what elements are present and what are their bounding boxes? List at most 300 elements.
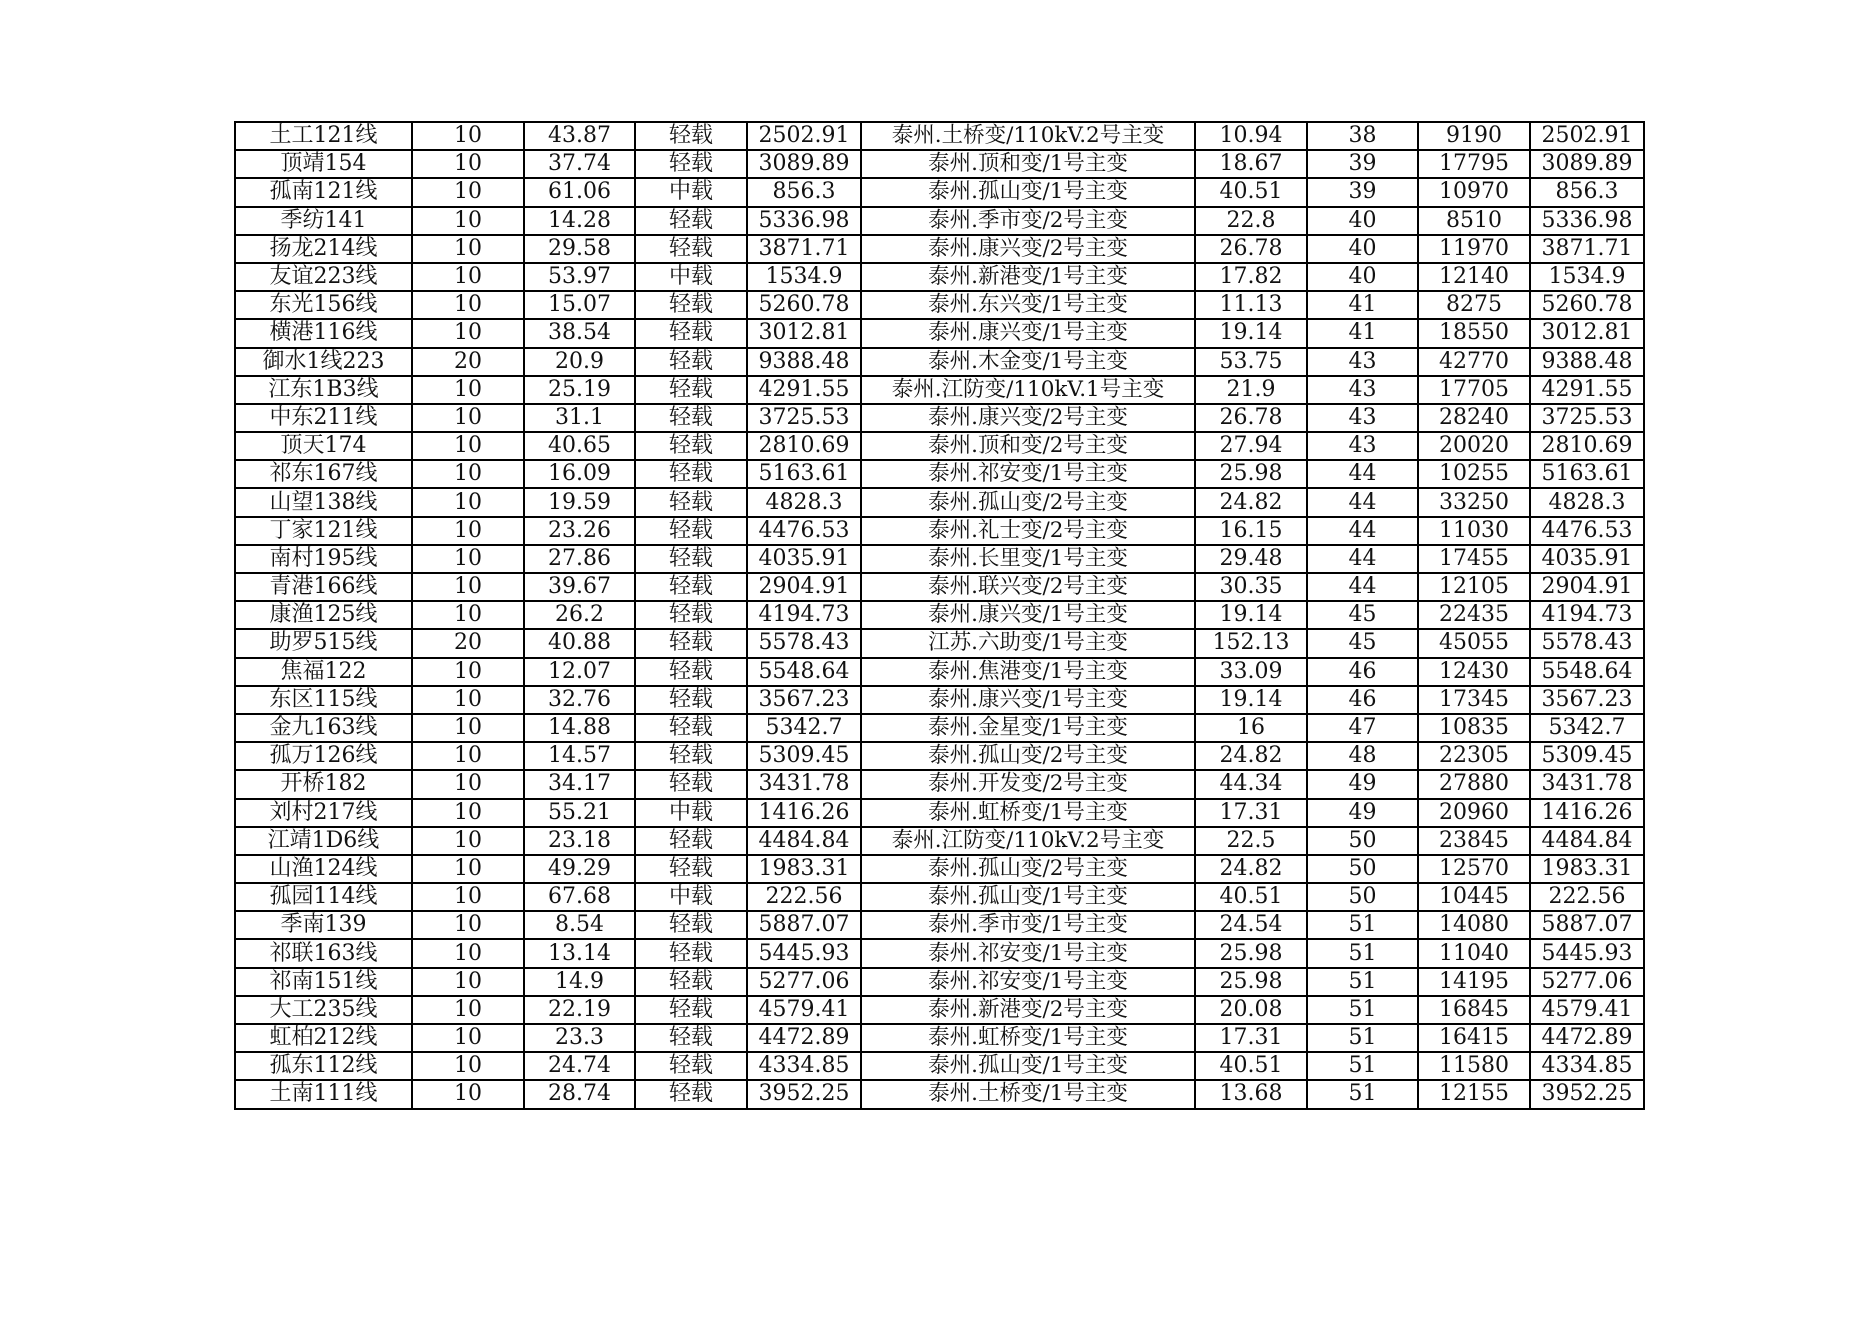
- cell-voltage: 10: [412, 658, 524, 686]
- cell-transformer-load: 152.13: [1195, 629, 1307, 657]
- cell-cell-index: 39: [1307, 178, 1418, 206]
- cell-remaining-capacity: 5277.06: [1530, 968, 1644, 996]
- cell-available-capacity: 4828.3: [747, 488, 861, 516]
- cell-load-status: 轻载: [635, 601, 747, 629]
- table-row: [235, 122, 1644, 150]
- cell-substation: 泰州.孤山变/2号主变: [861, 855, 1195, 883]
- cell-load-rate: 38.54: [524, 319, 635, 347]
- cell-load-status: 轻载: [635, 207, 747, 235]
- table-row: [235, 488, 1644, 516]
- cell-voltage: 10: [412, 968, 524, 996]
- table-row: [235, 178, 1644, 206]
- cell-user-capacity: 10445: [1418, 883, 1530, 911]
- cell-voltage: 10: [412, 742, 524, 770]
- cell-load-status: 轻载: [635, 235, 747, 263]
- cell-user-capacity: 33250: [1418, 488, 1530, 516]
- cell-available-capacity: 4476.53: [747, 517, 861, 545]
- cell-line-name: 山望138线: [235, 488, 412, 516]
- cell-load-status: 轻载: [635, 996, 747, 1024]
- cell-load-rate: 32.76: [524, 686, 635, 714]
- cell-transformer-load: 20.08: [1195, 996, 1307, 1024]
- cell-cell-index: 50: [1307, 855, 1418, 883]
- cell-substation: 泰州.新港变/1号主变: [861, 263, 1195, 291]
- cell-available-capacity: 5260.78: [747, 291, 861, 319]
- cell-cell-index: 50: [1307, 883, 1418, 911]
- cell-line-name: 青港166线: [235, 573, 412, 601]
- cell-load-status: 轻载: [635, 348, 747, 376]
- cell-load-rate: 14.88: [524, 714, 635, 742]
- cell-load-status: 轻载: [635, 911, 747, 939]
- cell-load-status: 轻载: [635, 658, 747, 686]
- cell-load-status: 轻载: [635, 1024, 747, 1052]
- cell-load-status: 轻载: [635, 376, 747, 404]
- cell-line-name: 季纺141: [235, 207, 412, 235]
- cell-voltage: 10: [412, 601, 524, 629]
- cell-cell-index: 47: [1307, 714, 1418, 742]
- cell-cell-index: 51: [1307, 1080, 1418, 1108]
- cell-substation: 江苏.六助变/1号主变: [861, 629, 1195, 657]
- cell-load-status: 轻载: [635, 432, 747, 460]
- cell-substation: 泰州.江防变/110kV.1号主变: [861, 376, 1195, 404]
- cell-load-status: 轻载: [635, 488, 747, 516]
- cell-load-rate: 37.74: [524, 150, 635, 178]
- cell-line-name: 中东211线: [235, 404, 412, 432]
- cell-substation: 泰州.长里变/1号主变: [861, 545, 1195, 573]
- table-row: [235, 770, 1644, 798]
- cell-user-capacity: 45055: [1418, 629, 1530, 657]
- cell-voltage: 20: [412, 348, 524, 376]
- cell-remaining-capacity: 5578.43: [1530, 629, 1644, 657]
- cell-line-name: 孤东112线: [235, 1052, 412, 1080]
- cell-load-status: 轻载: [635, 1080, 747, 1108]
- cell-cell-index: 49: [1307, 799, 1418, 827]
- cell-user-capacity: 17705: [1418, 376, 1530, 404]
- cell-user-capacity: 17795: [1418, 150, 1530, 178]
- cell-load-status: 轻载: [635, 150, 747, 178]
- cell-remaining-capacity: 3089.89: [1530, 150, 1644, 178]
- cell-substation: 泰州.孤山变/2号主变: [861, 742, 1195, 770]
- table-row: [235, 291, 1644, 319]
- table-row: [235, 601, 1644, 629]
- cell-transformer-load: 26.78: [1195, 235, 1307, 263]
- cell-remaining-capacity: 3871.71: [1530, 235, 1644, 263]
- cell-voltage: 10: [412, 573, 524, 601]
- cell-transformer-load: 17.82: [1195, 263, 1307, 291]
- cell-transformer-load: 40.51: [1195, 178, 1307, 206]
- cell-substation: 泰州.虹桥变/1号主变: [861, 799, 1195, 827]
- cell-user-capacity: 12105: [1418, 573, 1530, 601]
- cell-cell-index: 51: [1307, 1024, 1418, 1052]
- cell-voltage: 10: [412, 996, 524, 1024]
- table-row: [235, 968, 1644, 996]
- cell-load-rate: 22.19: [524, 996, 635, 1024]
- cell-substation: 泰州.礼士变/2号主变: [861, 517, 1195, 545]
- cell-load-rate: 14.57: [524, 742, 635, 770]
- cell-cell-index: 46: [1307, 658, 1418, 686]
- cell-voltage: 10: [412, 150, 524, 178]
- cell-load-status: 轻载: [635, 968, 747, 996]
- cell-cell-index: 44: [1307, 545, 1418, 573]
- cell-cell-index: 51: [1307, 968, 1418, 996]
- cell-load-rate: 14.9: [524, 968, 635, 996]
- cell-remaining-capacity: 1534.9: [1530, 263, 1644, 291]
- cell-line-name: 土工121线: [235, 122, 412, 150]
- cell-load-status: 轻载: [635, 573, 747, 601]
- cell-user-capacity: 18550: [1418, 319, 1530, 347]
- cell-user-capacity: 11030: [1418, 517, 1530, 545]
- cell-load-rate: 8.54: [524, 911, 635, 939]
- cell-cell-index: 40: [1307, 263, 1418, 291]
- cell-load-rate: 40.65: [524, 432, 635, 460]
- cell-remaining-capacity: 4484.84: [1530, 827, 1644, 855]
- cell-line-name: 山渔124线: [235, 855, 412, 883]
- cell-transformer-load: 53.75: [1195, 348, 1307, 376]
- cell-substation: 泰州.季市变/1号主变: [861, 911, 1195, 939]
- cell-load-rate: 20.9: [524, 348, 635, 376]
- cell-transformer-load: 24.82: [1195, 488, 1307, 516]
- cell-substation: 泰州.祁安变/1号主变: [861, 460, 1195, 488]
- cell-available-capacity: 4334.85: [747, 1052, 861, 1080]
- cell-user-capacity: 11580: [1418, 1052, 1530, 1080]
- cell-load-status: 轻载: [635, 517, 747, 545]
- table-row: [235, 855, 1644, 883]
- cell-available-capacity: 3089.89: [747, 150, 861, 178]
- cell-substation: 泰州.土桥变/1号主变: [861, 1080, 1195, 1108]
- cell-cell-index: 43: [1307, 376, 1418, 404]
- cell-user-capacity: 12140: [1418, 263, 1530, 291]
- cell-substation: 泰州.土桥变/110kV.2号主变: [861, 122, 1195, 150]
- cell-voltage: 10: [412, 235, 524, 263]
- cell-user-capacity: 22435: [1418, 601, 1530, 629]
- cell-substation: 泰州.开发变/2号主变: [861, 770, 1195, 798]
- cell-load-rate: 27.86: [524, 545, 635, 573]
- cell-available-capacity: 5578.43: [747, 629, 861, 657]
- cell-transformer-load: 40.51: [1195, 883, 1307, 911]
- cell-substation: 泰州.联兴变/2号主变: [861, 573, 1195, 601]
- cell-line-name: 孤万126线: [235, 742, 412, 770]
- cell-transformer-load: 16.15: [1195, 517, 1307, 545]
- table-row: [235, 235, 1644, 263]
- cell-remaining-capacity: 2502.91: [1530, 122, 1644, 150]
- cell-cell-index: 41: [1307, 291, 1418, 319]
- cell-load-rate: 15.07: [524, 291, 635, 319]
- table-row: [235, 742, 1644, 770]
- table-row: [235, 432, 1644, 460]
- cell-remaining-capacity: 4472.89: [1530, 1024, 1644, 1052]
- cell-user-capacity: 10970: [1418, 178, 1530, 206]
- cell-remaining-capacity: 3567.23: [1530, 686, 1644, 714]
- cell-line-name: 康渔125线: [235, 601, 412, 629]
- cell-available-capacity: 4194.73: [747, 601, 861, 629]
- cell-available-capacity: 5342.7: [747, 714, 861, 742]
- cell-load-rate: 14.28: [524, 207, 635, 235]
- cell-substation: 泰州.东兴变/1号主变: [861, 291, 1195, 319]
- cell-load-status: 轻载: [635, 770, 747, 798]
- cell-substation: 泰州.焦港变/1号主变: [861, 658, 1195, 686]
- table-row: [235, 1024, 1644, 1052]
- cell-transformer-load: 26.78: [1195, 404, 1307, 432]
- cell-remaining-capacity: 5163.61: [1530, 460, 1644, 488]
- cell-substation: 泰州.祁安变/1号主变: [861, 968, 1195, 996]
- cell-remaining-capacity: 2904.91: [1530, 573, 1644, 601]
- cell-cell-index: 44: [1307, 460, 1418, 488]
- cell-load-rate: 34.17: [524, 770, 635, 798]
- cell-user-capacity: 16845: [1418, 996, 1530, 1024]
- cell-line-name: 助罗515线: [235, 629, 412, 657]
- cell-available-capacity: 2502.91: [747, 122, 861, 150]
- cell-load-rate: 43.87: [524, 122, 635, 150]
- cell-load-rate: 67.68: [524, 883, 635, 911]
- cell-user-capacity: 22305: [1418, 742, 1530, 770]
- cell-load-status: 中载: [635, 799, 747, 827]
- cell-available-capacity: 5309.45: [747, 742, 861, 770]
- cell-transformer-load: 33.09: [1195, 658, 1307, 686]
- cell-transformer-load: 44.34: [1195, 770, 1307, 798]
- cell-available-capacity: 5548.64: [747, 658, 861, 686]
- cell-line-name: 金九163线: [235, 714, 412, 742]
- cell-available-capacity: 3725.53: [747, 404, 861, 432]
- cell-cell-index: 39: [1307, 150, 1418, 178]
- cell-remaining-capacity: 4476.53: [1530, 517, 1644, 545]
- cell-substation: 泰州.虹桥变/1号主变: [861, 1024, 1195, 1052]
- cell-voltage: 10: [412, 517, 524, 545]
- cell-cell-index: 44: [1307, 573, 1418, 601]
- cell-user-capacity: 11040: [1418, 939, 1530, 967]
- table-row: [235, 827, 1644, 855]
- cell-available-capacity: 3871.71: [747, 235, 861, 263]
- cell-line-name: 祁南151线: [235, 968, 412, 996]
- cell-load-rate: 13.14: [524, 939, 635, 967]
- cell-transformer-load: 22.5: [1195, 827, 1307, 855]
- cell-user-capacity: 12155: [1418, 1080, 1530, 1108]
- cell-substation: 泰州.新港变/2号主变: [861, 996, 1195, 1024]
- cell-load-status: 轻载: [635, 714, 747, 742]
- cell-available-capacity: 222.56: [747, 883, 861, 911]
- cell-available-capacity: 5336.98: [747, 207, 861, 235]
- cell-voltage: 10: [412, 1052, 524, 1080]
- cell-load-rate: 23.3: [524, 1024, 635, 1052]
- cell-line-name: 丁家121线: [235, 517, 412, 545]
- cell-available-capacity: 5163.61: [747, 460, 861, 488]
- cell-remaining-capacity: 222.56: [1530, 883, 1644, 911]
- table-row: [235, 714, 1644, 742]
- cell-transformer-load: 30.35: [1195, 573, 1307, 601]
- table-row: [235, 939, 1644, 967]
- cell-user-capacity: 28240: [1418, 404, 1530, 432]
- cell-user-capacity: 12430: [1418, 658, 1530, 686]
- cell-remaining-capacity: 5336.98: [1530, 207, 1644, 235]
- cell-available-capacity: 4291.55: [747, 376, 861, 404]
- table-row: [235, 1052, 1644, 1080]
- cell-voltage: 10: [412, 263, 524, 291]
- cell-line-name: 开桥182: [235, 770, 412, 798]
- cell-line-name: 刘村217线: [235, 799, 412, 827]
- cell-line-name: 横港116线: [235, 319, 412, 347]
- cell-voltage: 10: [412, 291, 524, 319]
- cell-substation: 泰州.金星变/1号主变: [861, 714, 1195, 742]
- cell-cell-index: 51: [1307, 996, 1418, 1024]
- cell-load-status: 轻载: [635, 545, 747, 573]
- cell-load-rate: 31.1: [524, 404, 635, 432]
- cell-voltage: 10: [412, 686, 524, 714]
- cell-cell-index: 43: [1307, 348, 1418, 376]
- cell-load-status: 轻载: [635, 460, 747, 488]
- table-row: [235, 545, 1644, 573]
- cell-remaining-capacity: 5260.78: [1530, 291, 1644, 319]
- cell-cell-index: 44: [1307, 488, 1418, 516]
- cell-transformer-load: 24.82: [1195, 855, 1307, 883]
- cell-remaining-capacity: 4035.91: [1530, 545, 1644, 573]
- cell-transformer-load: 18.67: [1195, 150, 1307, 178]
- cell-transformer-load: 21.9: [1195, 376, 1307, 404]
- cell-line-name: 御水1线223: [235, 348, 412, 376]
- cell-available-capacity: 5445.93: [747, 939, 861, 967]
- cell-cell-index: 50: [1307, 827, 1418, 855]
- cell-remaining-capacity: 4194.73: [1530, 601, 1644, 629]
- cell-load-rate: 23.18: [524, 827, 635, 855]
- cell-user-capacity: 20020: [1418, 432, 1530, 460]
- cell-cell-index: 49: [1307, 770, 1418, 798]
- cell-cell-index: 40: [1307, 207, 1418, 235]
- cell-cell-index: 51: [1307, 1052, 1418, 1080]
- table-row: [235, 686, 1644, 714]
- cell-transformer-load: 25.98: [1195, 968, 1307, 996]
- cell-cell-index: 45: [1307, 629, 1418, 657]
- cell-load-status: 轻载: [635, 629, 747, 657]
- cell-remaining-capacity: 1416.26: [1530, 799, 1644, 827]
- cell-load-status: 轻载: [635, 855, 747, 883]
- cell-substation: 泰州.祁安变/1号主变: [861, 939, 1195, 967]
- cell-substation: 泰州.季市变/2号主变: [861, 207, 1195, 235]
- cell-remaining-capacity: 5342.7: [1530, 714, 1644, 742]
- cell-user-capacity: 10835: [1418, 714, 1530, 742]
- cell-voltage: 10: [412, 714, 524, 742]
- cell-cell-index: 51: [1307, 939, 1418, 967]
- cell-substation: 泰州.康兴变/1号主变: [861, 319, 1195, 347]
- cell-available-capacity: 1534.9: [747, 263, 861, 291]
- cell-load-rate: 28.74: [524, 1080, 635, 1108]
- table-row: [235, 573, 1644, 601]
- cell-transformer-load: 25.98: [1195, 460, 1307, 488]
- cell-cell-index: 46: [1307, 686, 1418, 714]
- cell-remaining-capacity: 3725.53: [1530, 404, 1644, 432]
- cell-transformer-load: 40.51: [1195, 1052, 1307, 1080]
- cell-cell-index: 41: [1307, 319, 1418, 347]
- cell-load-status: 轻载: [635, 827, 747, 855]
- cell-line-name: 祁联163线: [235, 939, 412, 967]
- cell-line-name: 焦福122: [235, 658, 412, 686]
- cell-voltage: 10: [412, 799, 524, 827]
- cell-line-name: 大工235线: [235, 996, 412, 1024]
- cell-user-capacity: 9190: [1418, 122, 1530, 150]
- cell-transformer-load: 17.31: [1195, 1024, 1307, 1052]
- cell-remaining-capacity: 5887.07: [1530, 911, 1644, 939]
- cell-substation: 泰州.康兴变/2号主变: [861, 404, 1195, 432]
- cell-voltage: 20: [412, 629, 524, 657]
- cell-voltage: 10: [412, 827, 524, 855]
- cell-voltage: 10: [412, 207, 524, 235]
- cell-available-capacity: 2810.69: [747, 432, 861, 460]
- cell-substation: 泰州.孤山变/1号主变: [861, 1052, 1195, 1080]
- cell-load-rate: 55.21: [524, 799, 635, 827]
- cell-load-status: 轻载: [635, 939, 747, 967]
- table-row: [235, 1080, 1644, 1108]
- cell-available-capacity: 2904.91: [747, 573, 861, 601]
- cell-load-rate: 25.19: [524, 376, 635, 404]
- cell-load-status: 中载: [635, 883, 747, 911]
- cell-voltage: 10: [412, 432, 524, 460]
- cell-remaining-capacity: 5445.93: [1530, 939, 1644, 967]
- cell-available-capacity: 1983.31: [747, 855, 861, 883]
- cell-user-capacity: 10255: [1418, 460, 1530, 488]
- cell-transformer-load: 13.68: [1195, 1080, 1307, 1108]
- cell-remaining-capacity: 3012.81: [1530, 319, 1644, 347]
- cell-transformer-load: 17.31: [1195, 799, 1307, 827]
- cell-remaining-capacity: 4334.85: [1530, 1052, 1644, 1080]
- cell-voltage: 10: [412, 376, 524, 404]
- cell-available-capacity: 4484.84: [747, 827, 861, 855]
- cell-transformer-load: 19.14: [1195, 601, 1307, 629]
- cell-voltage: 10: [412, 855, 524, 883]
- cell-cell-index: 43: [1307, 404, 1418, 432]
- cell-voltage: 10: [412, 1024, 524, 1052]
- cell-transformer-load: 25.98: [1195, 939, 1307, 967]
- cell-substation: 泰州.孤山变/1号主变: [861, 178, 1195, 206]
- cell-cell-index: 38: [1307, 122, 1418, 150]
- cell-available-capacity: 4472.89: [747, 1024, 861, 1052]
- table-row: [235, 376, 1644, 404]
- cell-load-rate: 12.07: [524, 658, 635, 686]
- cell-user-capacity: 27880: [1418, 770, 1530, 798]
- cell-cell-index: 48: [1307, 742, 1418, 770]
- cell-transformer-load: 24.82: [1195, 742, 1307, 770]
- cell-line-name: 东区115线: [235, 686, 412, 714]
- cell-remaining-capacity: 2810.69: [1530, 432, 1644, 460]
- cell-line-name: 虹柏212线: [235, 1024, 412, 1052]
- cell-available-capacity: 9388.48: [747, 348, 861, 376]
- cell-load-rate: 19.59: [524, 488, 635, 516]
- cell-substation: 泰州.顶和变/2号主变: [861, 432, 1195, 460]
- cell-load-rate: 61.06: [524, 178, 635, 206]
- cell-remaining-capacity: 3952.25: [1530, 1080, 1644, 1108]
- cell-load-rate: 40.88: [524, 629, 635, 657]
- cell-voltage: 10: [412, 1080, 524, 1108]
- cell-available-capacity: 856.3: [747, 178, 861, 206]
- cell-transformer-load: 29.48: [1195, 545, 1307, 573]
- cell-voltage: 10: [412, 404, 524, 432]
- cell-load-status: 轻载: [635, 291, 747, 319]
- cell-load-status: 中载: [635, 178, 747, 206]
- table-row: [235, 263, 1644, 291]
- cell-user-capacity: 8510: [1418, 207, 1530, 235]
- cell-substation: 泰州.木金变/1号主变: [861, 348, 1195, 376]
- cell-load-rate: 29.58: [524, 235, 635, 263]
- data-table: [234, 121, 1645, 1110]
- cell-available-capacity: 5887.07: [747, 911, 861, 939]
- cell-load-status: 轻载: [635, 319, 747, 347]
- table-row: [235, 517, 1644, 545]
- cell-load-rate: 16.09: [524, 460, 635, 488]
- table-row: [235, 150, 1644, 178]
- cell-substation: 泰州.顶和变/1号主变: [861, 150, 1195, 178]
- cell-remaining-capacity: 856.3: [1530, 178, 1644, 206]
- table-row: [235, 348, 1644, 376]
- cell-available-capacity: 1416.26: [747, 799, 861, 827]
- cell-cell-index: 40: [1307, 235, 1418, 263]
- cell-user-capacity: 23845: [1418, 827, 1530, 855]
- cell-voltage: 10: [412, 122, 524, 150]
- cell-line-name: 南村195线: [235, 545, 412, 573]
